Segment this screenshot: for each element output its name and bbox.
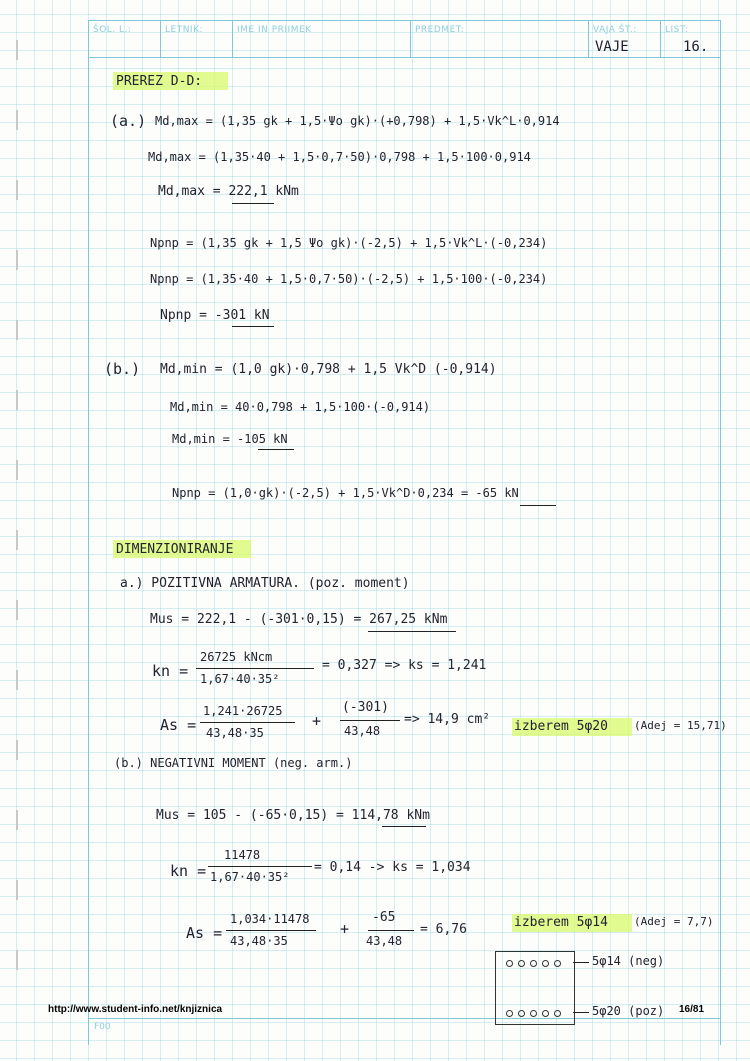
binding-mark xyxy=(16,390,18,410)
header-cell-predmet xyxy=(411,21,589,57)
result-line: Md,max = 222,1 kNm xyxy=(158,184,299,199)
rebar-dot-bottom xyxy=(518,1010,525,1017)
case-a-label: (a.) xyxy=(110,112,147,130)
rebar-dot-top xyxy=(542,960,549,967)
frame-left-line xyxy=(88,20,89,1045)
formula-line: Npnp = (1,35 gk + 1,5 Ψo gk)·(-2,5) + 1,5·Vk^L·(-0,234) xyxy=(150,236,548,250)
plus-sign: + xyxy=(312,712,322,730)
fraction-denominator: 43,48·35 xyxy=(230,934,288,948)
binding-mark xyxy=(16,670,18,690)
fraction-bar xyxy=(340,720,400,721)
binding-mark xyxy=(16,950,18,970)
kn-label: kn = xyxy=(170,862,207,880)
header-cell-sol xyxy=(89,21,161,57)
header-label: VAJA ŠT.: xyxy=(593,25,637,35)
subsection-title: (b.) NEGATIVNI MOMENT (neg. arm.) xyxy=(114,756,353,770)
form-header xyxy=(88,20,721,58)
fraction-denominator: 1,67·40·35² xyxy=(210,870,290,884)
leader-line xyxy=(573,1012,589,1013)
as-label: As = xyxy=(186,924,223,942)
fraction-numerator: 11478 xyxy=(224,848,261,862)
underline xyxy=(232,326,274,327)
form-code: F00 xyxy=(94,1022,111,1032)
binding-mark xyxy=(16,530,18,550)
binding-mark xyxy=(16,250,18,270)
rebar-dot-top xyxy=(554,960,561,967)
provided-area: (Adej = 7,7) xyxy=(634,915,714,928)
underline xyxy=(382,826,426,827)
result-line: => 14,9 cm² xyxy=(404,712,491,727)
result-line: = 6,76 xyxy=(420,922,467,937)
rebar-dot-bottom xyxy=(506,1010,513,1017)
binding-mark xyxy=(16,460,18,480)
result-line: = 0,327 => ks = 1,241 xyxy=(322,658,487,673)
fraction-numerator: 1,034·11478 xyxy=(230,912,310,926)
case-b-label: (b.) xyxy=(104,360,141,378)
binding-mark xyxy=(16,880,18,900)
fraction-denominator: 43,48 xyxy=(366,934,403,948)
fraction-denominator: 43,48 xyxy=(344,724,381,738)
result-line: Npnp = -301 kN xyxy=(160,308,270,323)
dimensioning-title: DIMENZIONIRANJE xyxy=(116,542,234,557)
formula-line: Mus = 105 - (-65·0,15) = 114,78 kNm xyxy=(156,808,430,823)
kn-label: kn = xyxy=(152,662,189,680)
formula-line: Md,min = (1,0 gk)·0,798 + 1,5 Vk^D (-0,914) xyxy=(160,362,497,377)
underline xyxy=(520,505,556,506)
rebar-dot-top xyxy=(506,960,513,967)
fraction-bar xyxy=(368,930,414,931)
frame-bottom-line xyxy=(88,1018,721,1019)
fraction-bar xyxy=(196,668,314,669)
binding-mark xyxy=(16,810,18,830)
underline xyxy=(368,631,456,632)
fraction-denominator: 43,48·35 xyxy=(206,726,264,740)
result-line: = 0,14 -> ks = 1,034 xyxy=(314,860,471,875)
underline xyxy=(232,203,274,204)
rebar-dot-bottom xyxy=(542,1010,549,1017)
header-cell-list xyxy=(661,21,720,57)
fraction-bar xyxy=(208,866,312,867)
plus-sign: + xyxy=(340,920,350,938)
formula-line: Md,min = 40·0,798 + 1,5·100·(-0,914) xyxy=(170,400,431,414)
header-label: IME IN PRIIMEK xyxy=(237,25,312,35)
bar-choice: izberem 5φ14 xyxy=(514,915,608,930)
rebar-dot-bottom xyxy=(554,1010,561,1017)
header-label: ŠOL. L.: xyxy=(93,25,132,35)
header-label: LETNIK: xyxy=(165,25,204,35)
rebar-dot-top xyxy=(518,960,525,967)
page-number: 16/81 xyxy=(679,1004,705,1015)
formula-line: Mus = 222,1 - (-301·0,15) = 267,25 kNm xyxy=(150,612,448,627)
header-label: LIST: xyxy=(665,25,689,35)
formula-line: Md,max = (1,35 gk + 1,5·Ψo gk)·(+0,798) + 1,5·Vk^L·0,914 xyxy=(155,114,560,128)
underline xyxy=(258,449,294,450)
fraction-denominator: 1,67·40·35² xyxy=(200,672,280,686)
fraction-numerator: 26725 kNcm xyxy=(200,650,273,664)
fraction-numerator: 1,241·26725 xyxy=(203,704,283,718)
formula-line: Npnp = (1,35·40 + 1,5·0,7·50)·(-2,5) + 1,5·100·(-0,234) xyxy=(150,272,548,286)
rebar-dot-top xyxy=(530,960,537,967)
header-label: PREDMET: xyxy=(415,25,465,35)
header-cell-name xyxy=(233,21,411,57)
formula-line: Npnp = (1,0·gk)·(-2,5) + 1,5·Vk^D·0,234 = -65 kN xyxy=(172,486,519,500)
fraction-numerator: (-301) xyxy=(342,700,389,715)
list-value: 16. xyxy=(683,39,709,55)
footer-url: http://www.student-info.net/knjiznica xyxy=(48,1004,223,1015)
binding-mark xyxy=(16,40,18,60)
fraction-numerator: -65 xyxy=(372,910,396,925)
cross-section-sketch xyxy=(495,951,575,1025)
bar-choice: izberem 5φ20 xyxy=(514,719,608,734)
header-cell-vaja xyxy=(589,21,661,57)
vaja-value: VAJE xyxy=(595,39,629,55)
fraction-bar xyxy=(200,722,295,723)
result-line: Md,min = -105 kN xyxy=(172,432,288,446)
section-title: PREREZ D-D: xyxy=(116,74,203,89)
subsection-title: a.) POZITIVNA ARMATURA. (poz. moment) xyxy=(120,576,410,591)
binding-mark xyxy=(16,600,18,620)
as-label: As = xyxy=(160,716,197,734)
header-cell-letnik xyxy=(161,21,233,57)
leader-line xyxy=(573,962,589,963)
frame-right-line xyxy=(720,20,721,1045)
section-label-top: 5φ14 (neg) xyxy=(592,954,665,968)
binding-mark xyxy=(16,110,18,130)
rebar-dot-bottom xyxy=(530,1010,537,1017)
binding-mark xyxy=(16,320,18,340)
section-label-bottom: 5φ20 (poz) xyxy=(592,1004,665,1018)
formula-line: Md,max = (1,35·40 + 1,5·0,7·50)·0,798 + 1,5·100·0,914 xyxy=(148,150,531,164)
provided-area: (Adej = 15,71) xyxy=(634,719,727,732)
binding-mark xyxy=(16,180,18,200)
fraction-bar xyxy=(226,930,316,931)
binding-mark xyxy=(16,740,18,760)
